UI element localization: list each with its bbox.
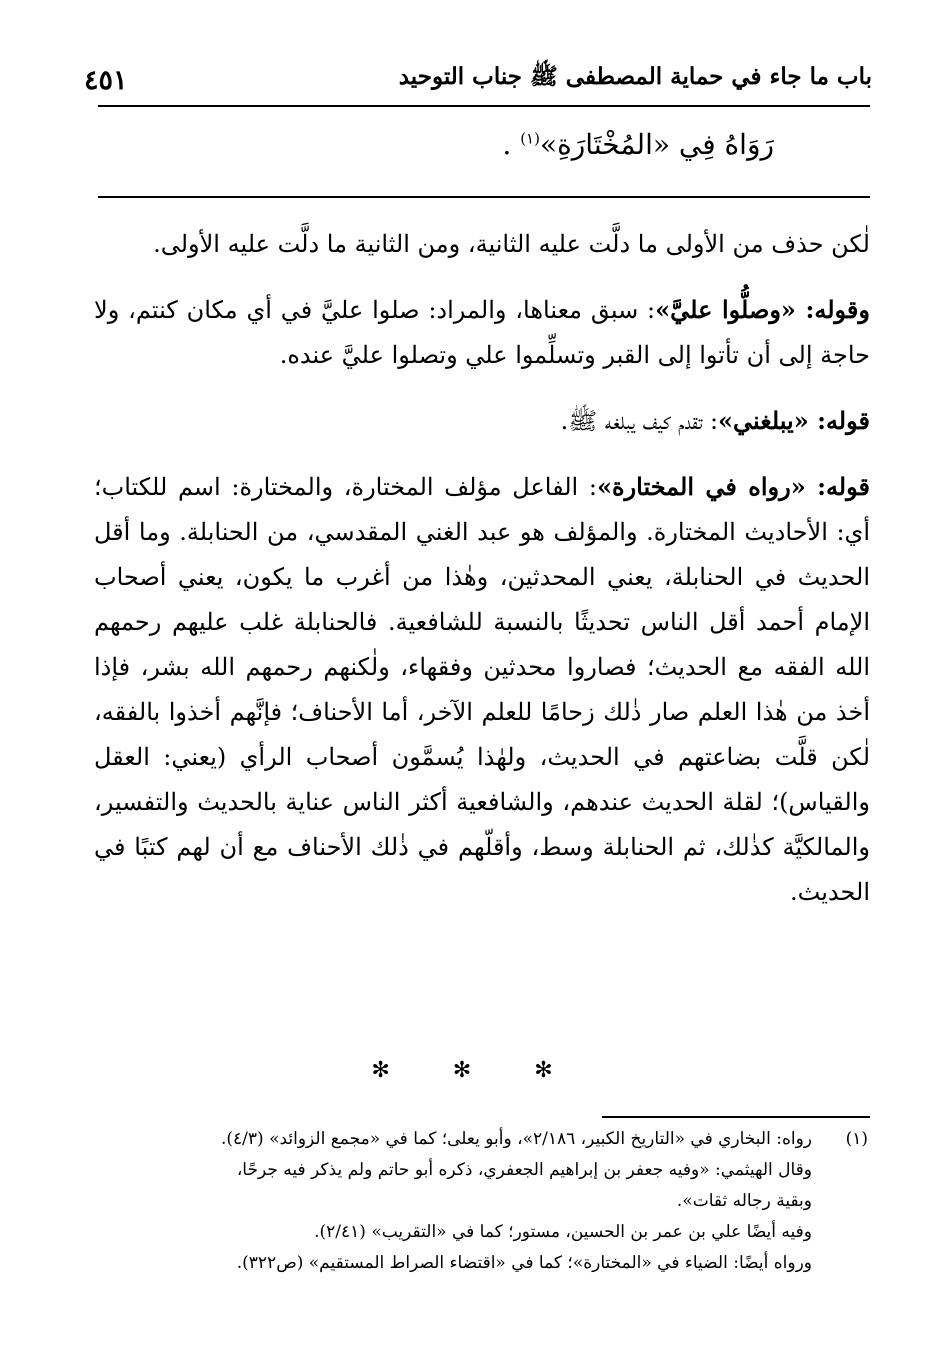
footnote-1-text-1: رواه: البخاري في «التاريخ الكبير، ٢/١٨٦»، وأبو يعلى؛ كما في «مجمع الزوائد» (٤/٣).	[220, 1129, 812, 1149]
paragraph-4	[94, 464, 870, 915]
section-rule	[98, 196, 870, 198]
footnote-1-line-5: ورواه أيضًا: الضياء في «المختارة»؛ كما في «اقتضاء الصراط المستقيم» (ص٣٢٢).	[236, 1253, 812, 1273]
footnote-1-number: (١)	[845, 1129, 868, 1149]
footnote-rule	[602, 1116, 870, 1118]
footnote-1-line-1	[94, 1124, 868, 1155]
paragraph-1: لٰكن حذف من الأولى ما دلَّت عليه الثانية، ومن الثانية ما دلَّت عليه الأولى.	[153, 230, 870, 258]
paragraph-3	[94, 398, 870, 444]
paragraph-4-text: : الفاعل مؤلف المختارة، والمختارة: اسم للكتاب؛ أي: الأحاديث المختارة. والمؤلف هو عبد الغني المقدسي، من الحنابلة. وما أقل الحديث في الحنابلة، يعني المحدثين، وهٰذا من أغرب ما يكون، يعني أصحاب الإمام أحمد أقل الناس تحديثًا بالنسبة للشافعية. فالحنابلة غلب عليهم رحمهم الله الفقه مع الحديث؛ فصاروا محدثين وفقهاء، ولٰكنهم رحمهم الله بشر، فإذا أخذ من هٰذا العلم صار ذٰلك زحامًا للعلم الآخر، أما الأحناف؛ فإنَّهم أخذوا بالفقه، لٰكن قلَّت بضاعتهم في الحديث، ولهٰذا يُسمَّون أصحاب الرأي (يعني: العقل والقياس)؛ لقلة الحديث عندهم، والشافعية أكثر الناس عناية بالحديث والتفسير، والمالكيَّة كذٰلك، ثم الحنابلة وسط، وأقلّهم في ذٰلك الأحناف مع أن لهم كتبًا في الحديث.	[94, 473, 871, 906]
paragraph-4-label: قوله: «رواه في المختارة»	[596, 472, 870, 501]
footnotes	[94, 1124, 868, 1279]
paragraph-3-text: : تقدم كيف يبلغه ﷺ.	[560, 407, 719, 435]
carried-text-main: رَوَاهُ فِي «المُخْتَارَةِ»	[539, 128, 774, 161]
carried-text-end: .	[502, 128, 512, 161]
footnote-1-line-3: وبقية رجاله ثقات».	[676, 1191, 812, 1211]
page-number: ٤٥١	[84, 65, 128, 96]
carried-text	[502, 128, 774, 161]
page-header	[84, 44, 872, 96]
section-separator: ✻ ✻ ✻	[371, 1058, 581, 1083]
paragraph-2-text: : سبق معناها، والمراد: صلوا عليَّ في أي مكان كنتم، ولا حاجة إلى أن تأتوا إلى القبر وتسلِّموا علي وتصلوا عليَّ عنده.	[94, 296, 870, 369]
footnote-1-line-4: وفيه أيضًا علي بن عمر بن الحسين، مستور؛ كما في «التقريب» (٢/٤١).	[314, 1222, 812, 1242]
paragraph-2-label: وقوله: «وصلُّوا عليَّ»	[655, 295, 870, 324]
running-title: باب ما جاء في حماية المصطفى ﷺ جناب التوحيد	[398, 63, 872, 90]
footnote-1-line-2: وقال الهيثمي: «وفيه جعفر بن إبراهيم الجعفري، ذكره أبو حاتم ولم يذكر فيه جرحًا،	[236, 1160, 812, 1180]
commentary-body	[94, 222, 870, 935]
header-rule	[98, 105, 870, 107]
paragraph-2	[94, 287, 870, 378]
footnote-ref: (١)	[520, 129, 540, 148]
paragraph-3-label: قوله: «يبلغني»	[718, 406, 870, 435]
